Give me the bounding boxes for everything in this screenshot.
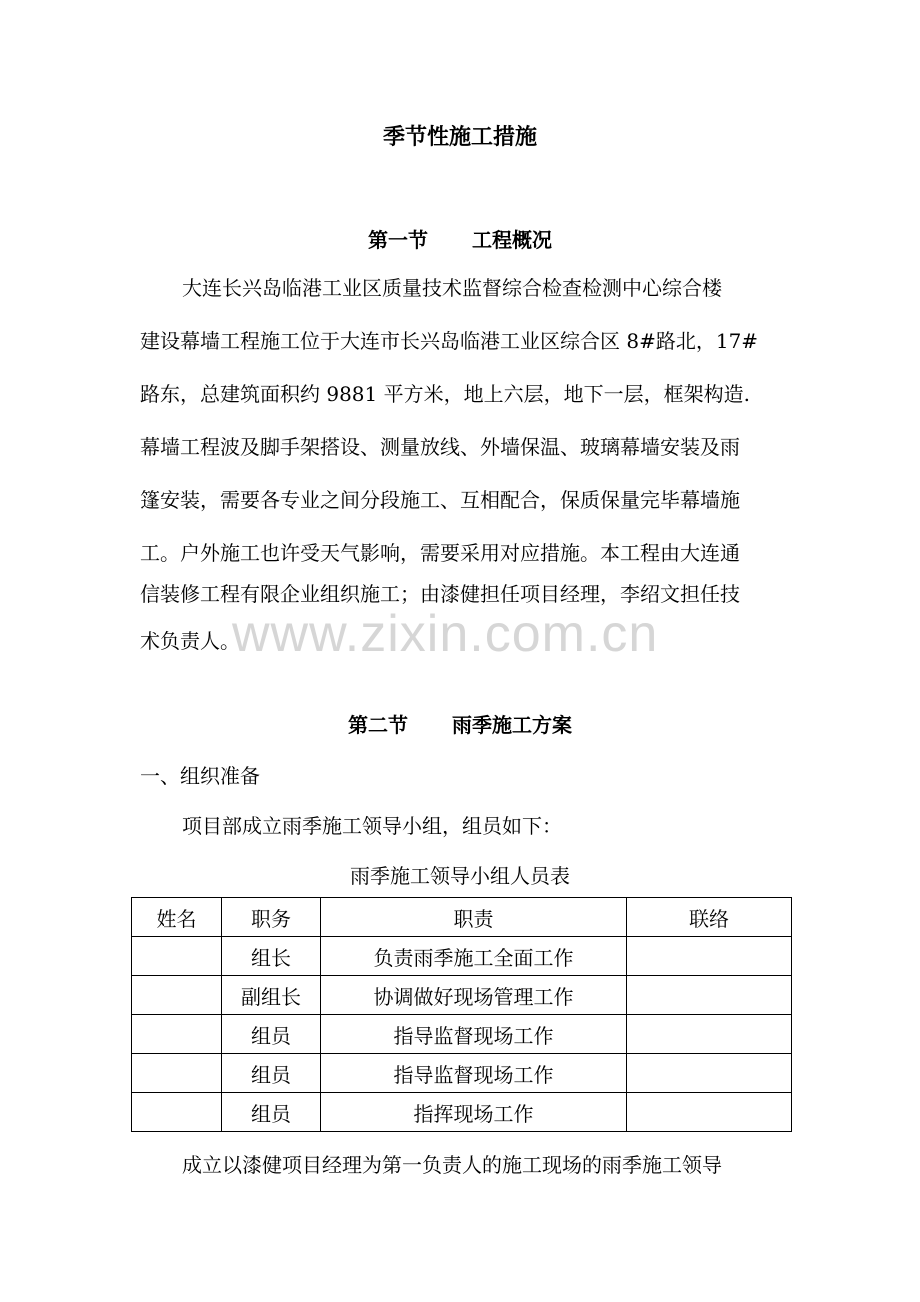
paragraph-1-line-5: 篷安装，需要各专业之间分段施工、互相配合，保质保量完毕幕墙施 bbox=[140, 488, 740, 512]
cell-name bbox=[132, 1054, 222, 1093]
header-contact: 联络 bbox=[627, 898, 792, 937]
cell-name bbox=[132, 937, 222, 976]
cell-duty: 指导监督现场工作 bbox=[321, 1015, 627, 1054]
paragraph-1-line-4: 幕墙工程波及脚手架搭设、测量放线、外墙保温、玻璃幕墙安装及雨 bbox=[140, 435, 740, 459]
section-2-name: 雨季施工方案 bbox=[452, 713, 572, 737]
cell-contact bbox=[627, 937, 792, 976]
section-heading-1 bbox=[0, 224, 920, 253]
cell-contact bbox=[627, 1093, 792, 1132]
watermark: www.zixin.com.cn bbox=[232, 605, 659, 663]
cell-name bbox=[132, 976, 222, 1015]
header-duty: 职责 bbox=[321, 898, 627, 937]
cell-contact bbox=[627, 1054, 792, 1093]
closing-line: 成立以漆健项目经理为第一负责人的施工现场的雨季施工领导 bbox=[182, 1153, 722, 1177]
table-caption: 雨季施工领导小组人员表 bbox=[350, 864, 570, 888]
section-heading-2 bbox=[0, 709, 920, 738]
paragraph-1-line-8: 术负责人。 bbox=[140, 629, 240, 653]
section-1-number: 第一节 bbox=[368, 228, 428, 252]
cell-position: 组员 bbox=[222, 1093, 321, 1132]
paragraph-1-line-6: 工。户外施工也许受天气影响，需要采用对应措施。本工程由大连通 bbox=[140, 541, 740, 565]
paragraph-1-line-7: 信装修工程有限企业组织施工；由漆健担任项目经理，李绍文担任技 bbox=[140, 582, 740, 606]
cell-name bbox=[132, 1015, 222, 1054]
cell-name bbox=[132, 1093, 222, 1132]
table-row bbox=[132, 1015, 792, 1054]
cell-position: 副组长 bbox=[222, 976, 321, 1015]
cell-contact bbox=[627, 1015, 792, 1054]
table-row bbox=[132, 1054, 792, 1093]
table-row bbox=[132, 1093, 792, 1132]
table-row bbox=[132, 937, 792, 976]
cell-duty: 指挥现场工作 bbox=[321, 1093, 627, 1132]
subheading-organization: 一、组织准备 bbox=[140, 764, 260, 788]
paragraph-1-line-2: 建设幕墙工程施工位于大连市长兴岛临港工业区综合区 8#路北，17# bbox=[140, 329, 759, 353]
section-1-name: 工程概况 bbox=[472, 228, 552, 252]
table-row bbox=[132, 976, 792, 1015]
header-name: 姓名 bbox=[132, 898, 222, 937]
cell-duty: 协调做好现场管理工作 bbox=[321, 976, 627, 1015]
header-position: 职务 bbox=[222, 898, 321, 937]
document-title: 季节性施工措施 bbox=[382, 124, 537, 150]
paragraph-1-line-3: 路东，总建筑面积约 9881 平方米，地上六层，地下一层，框架构造. bbox=[140, 382, 750, 406]
cell-duty: 指导监督现场工作 bbox=[321, 1054, 627, 1093]
section-2-number: 第二节 bbox=[348, 713, 408, 737]
cell-contact bbox=[627, 976, 792, 1015]
table-header-row bbox=[132, 898, 792, 937]
intro-line: 项目部成立雨季施工领导小组，组员如下： bbox=[182, 814, 562, 838]
cell-position: 组员 bbox=[222, 1054, 321, 1093]
cell-position: 组长 bbox=[222, 937, 321, 976]
cell-duty: 负责雨季施工全面工作 bbox=[321, 937, 627, 976]
staff-table bbox=[131, 897, 792, 1132]
cell-position: 组员 bbox=[222, 1015, 321, 1054]
paragraph-1-line-1: 大连长兴岛临港工业区质量技术监督综合检查检测中心综合楼 bbox=[182, 276, 722, 300]
